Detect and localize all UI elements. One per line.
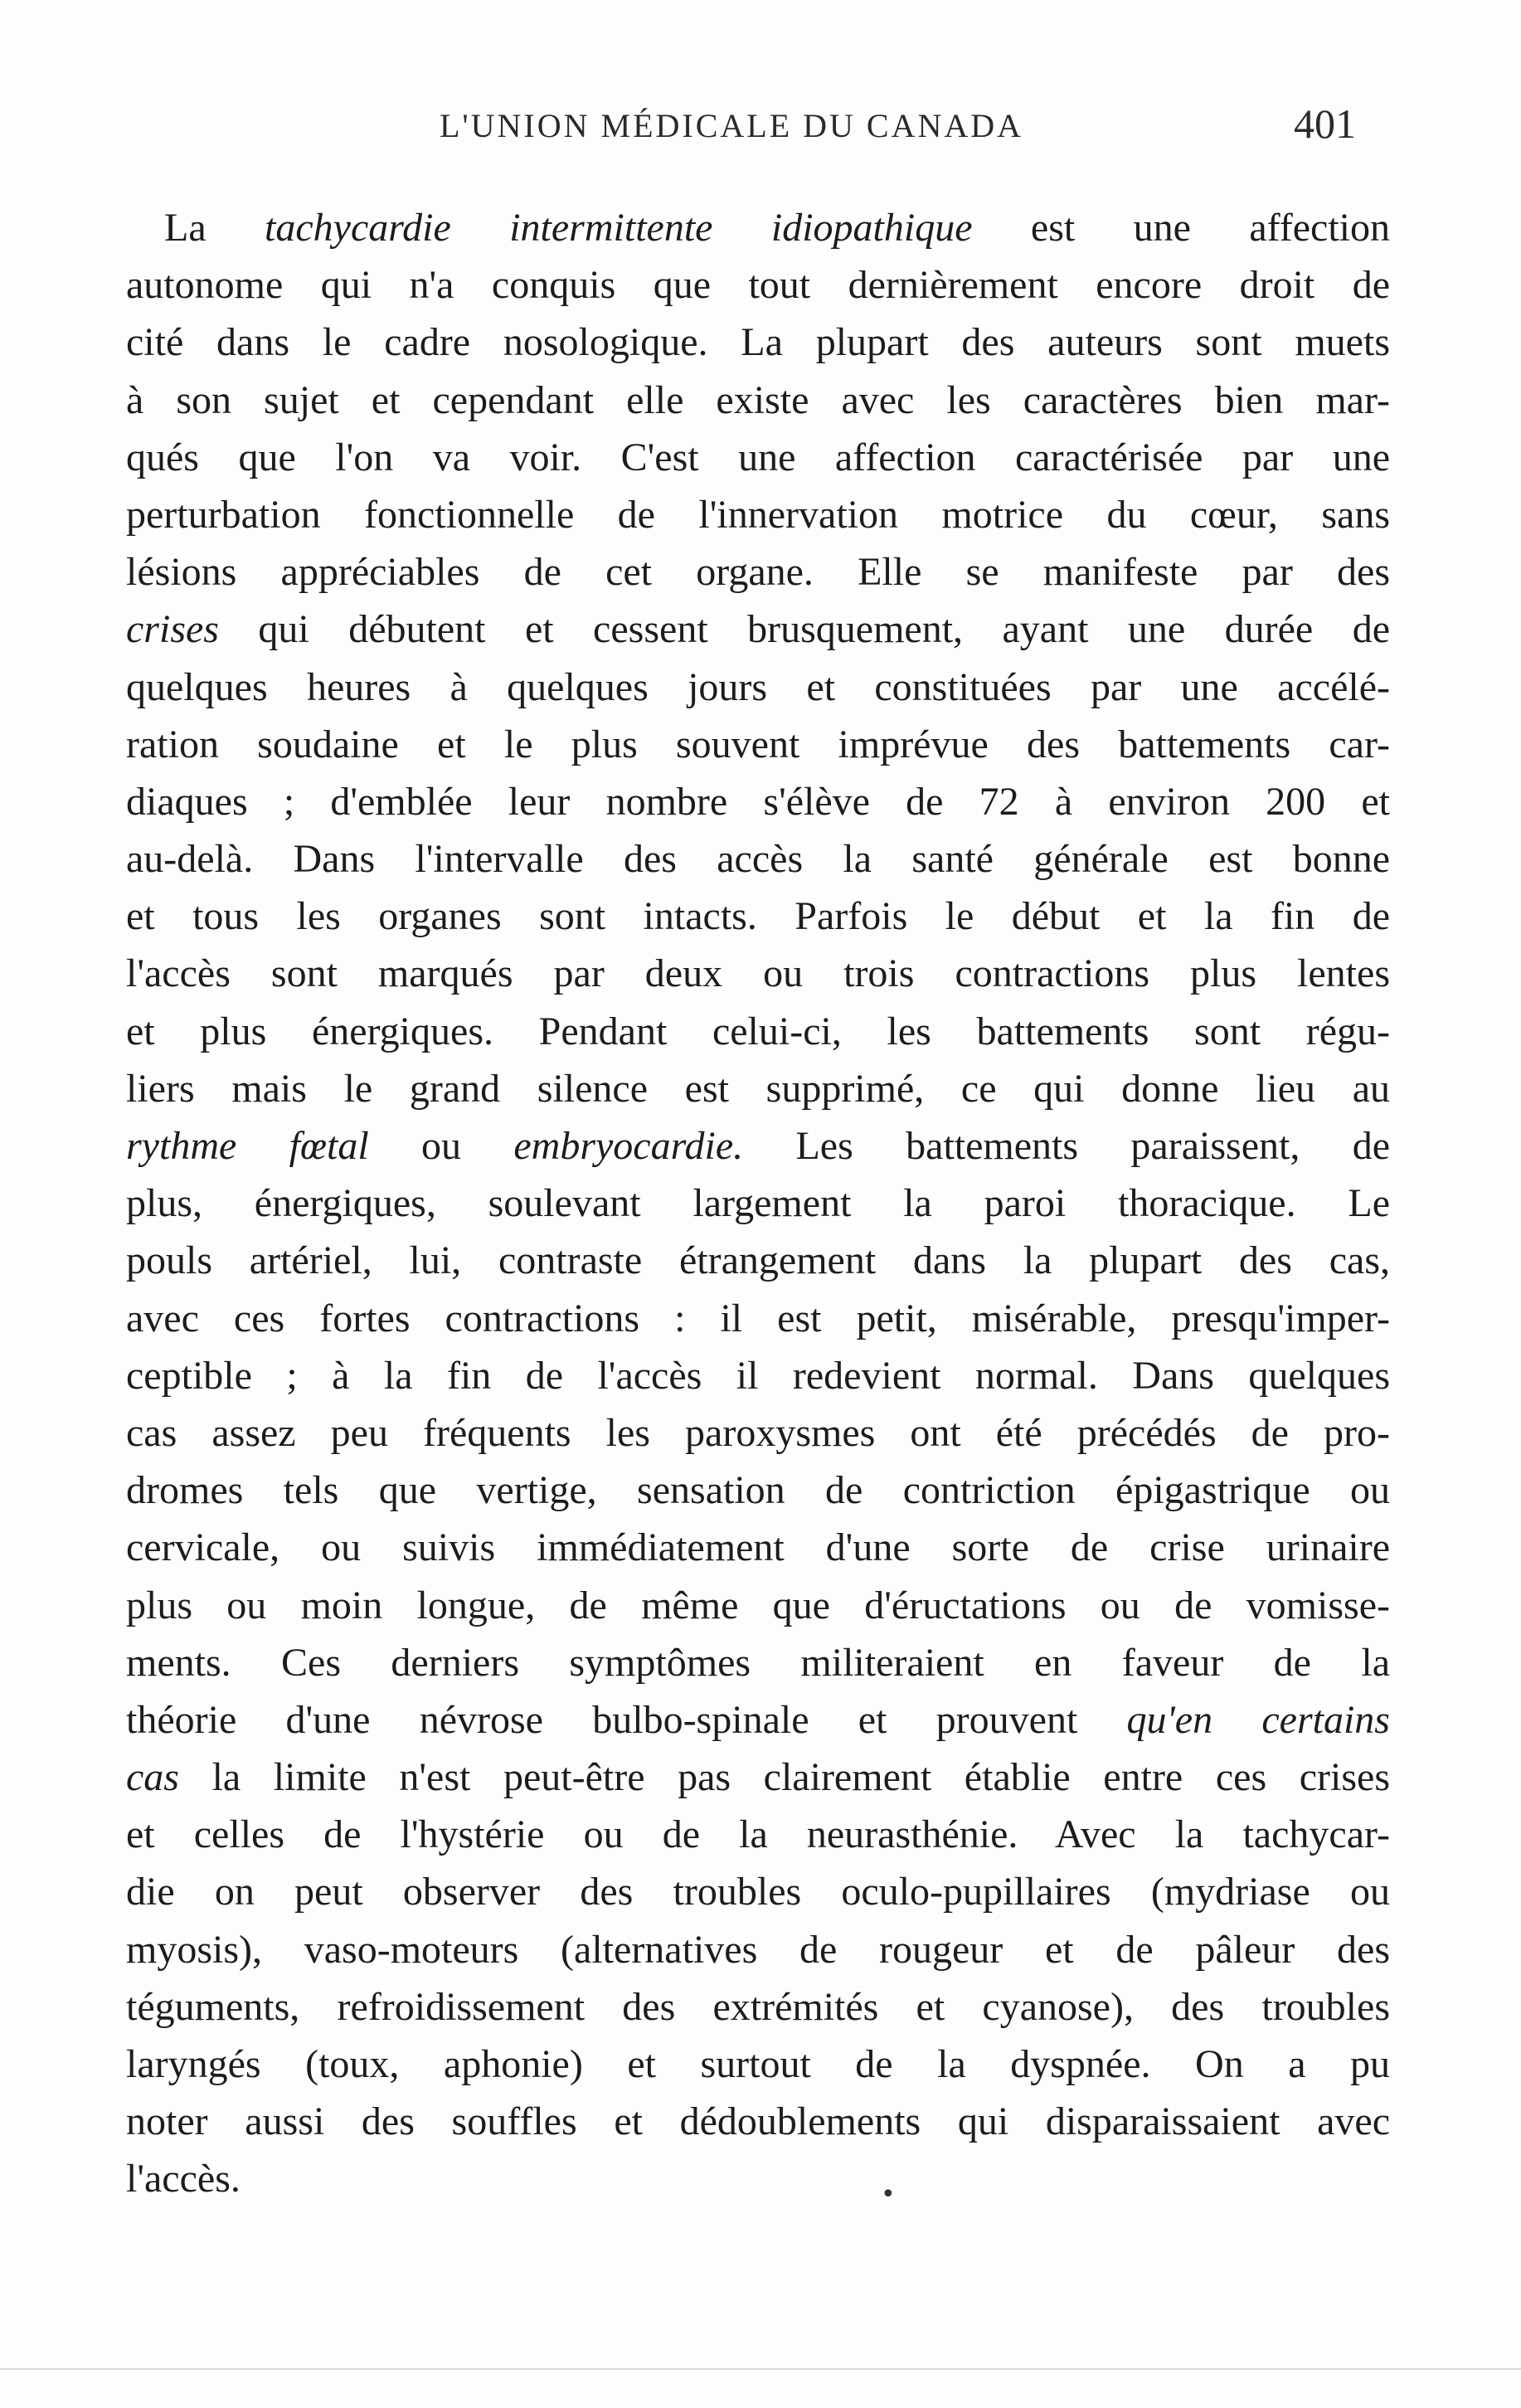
text-line — [126, 314, 1390, 371]
running-title: L'UNION MÉDICALE DU CANADA — [440, 107, 1024, 144]
text-line — [126, 1634, 1390, 1691]
text-run: cas assez peu fréquents les paroxysmes ont été précédés de pro- — [126, 1410, 1390, 1455]
text-run: die on peut observer des troubles oculo-pupillaires (mydriase ou — [126, 1870, 1390, 1914]
text-run: lésions appréciables de cet organe. Elle se manifeste par des — [126, 550, 1390, 595]
text-line — [126, 888, 1390, 945]
italic-term: qu'en certains — [1126, 1697, 1390, 1742]
text-line — [126, 199, 1390, 256]
text-line — [126, 1003, 1390, 1060]
text-line — [126, 1347, 1390, 1404]
text-run: Les battements paraissent, de — [743, 1124, 1390, 1168]
text-run: qui débutent et cessent brusquement, ayant une durée de — [218, 607, 1390, 652]
text-line — [126, 1806, 1390, 1863]
text-line — [126, 1232, 1390, 1289]
text-line — [126, 1691, 1390, 1749]
text-line — [126, 1060, 1390, 1117]
text-run: dromes tels que vertige, sensation de contriction épigastrique ou — [126, 1468, 1390, 1513]
text-line — [126, 945, 1390, 1002]
text-run: et tous les organes sont intacts. Parfois le début et la fin de — [126, 894, 1390, 939]
text-line — [126, 773, 1390, 830]
text-run: myosis), vaso-moteurs (alternatives de rougeur et de pâleur des — [126, 1927, 1390, 1972]
italic-term: tachycardie intermittente idiopathique — [265, 206, 973, 250]
text-run: l'accès. — [126, 2157, 241, 2201]
text-run: autonome qui n'a conquis que tout dernièrement encore droit de — [126, 263, 1390, 308]
italic-term: cas — [126, 1755, 179, 1800]
text-run: plus, énergiques, soulevant largement la paroi thoracique. Le — [126, 1181, 1390, 1226]
text-run: théorie d'une névrose bulbo-spinale et prouvent — [126, 1697, 1127, 1742]
text-run: est une affection — [972, 206, 1390, 250]
body-paragraph — [126, 199, 1390, 2208]
italic-term: crises — [126, 607, 219, 652]
text-run: qués que l'on va voir. C'est une affection caractérisée par une — [126, 435, 1390, 479]
text-line — [126, 1519, 1390, 1576]
text-line — [126, 543, 1390, 601]
text-run: liers mais le grand silence est supprimé, ce qui donne lieu au — [126, 1066, 1390, 1111]
italic-term: rythme fœtal — [126, 1124, 369, 1168]
text-line — [126, 1175, 1390, 1232]
text-run: laryngés (toux, aphonie) et surtout de la dyspnée. On a pu — [126, 2042, 1390, 2086]
text-line — [126, 1462, 1390, 1519]
text-line — [126, 830, 1390, 888]
text-run: au-delà. Dans l'intervalle des accès la santé générale est bonne — [126, 837, 1390, 882]
text-line — [126, 659, 1390, 716]
text-line — [126, 1404, 1390, 1462]
text-run: cité dans le cadre nosologique. La plupart des auteurs sont muets — [126, 320, 1390, 365]
text-line — [126, 1749, 1390, 1806]
text-line — [126, 2150, 1390, 2207]
text-run: ou — [368, 1124, 514, 1168]
text-run: ments. Ces derniers symptômes militeraient en faveur de la — [126, 1640, 1390, 1685]
text-run: ration soudaine et le plus souvent imprévue des battements car- — [126, 722, 1390, 766]
text-run: quelques heures à quelques jours et constituées par une accélé- — [126, 664, 1390, 709]
text-run: perturbation fonctionnelle de l'innervation motrice du cœur, sans — [126, 492, 1390, 537]
text-run: téguments, refroidissement des extrémités et cyanose), des troubles — [126, 1984, 1390, 2029]
text-run: ceptible ; à la fin de l'accès il redevient normal. Dans quelques — [126, 1353, 1390, 1398]
text-run: et plus énergiques. Pendant celui-ci, les battements sont régu- — [126, 1009, 1390, 1053]
text-run: cervicale, ou suivis immédiatement d'une sorte de crise urinaire — [126, 1525, 1390, 1570]
text-run: la limite n'est peut-être pas clairement établie entre ces crises — [178, 1755, 1390, 1800]
page-number: 401 — [1294, 100, 1356, 147]
text-line — [126, 1921, 1390, 1978]
text-line — [126, 256, 1390, 314]
text-line — [126, 429, 1390, 486]
text-run: noter aussi des souffles et dédoublements qui disparaissaient avec — [126, 2099, 1390, 2144]
text-line — [126, 1577, 1390, 1634]
print-speck: • — [881, 2180, 896, 2209]
text-line — [126, 716, 1390, 773]
italic-term: embryocardie. — [513, 1124, 744, 1168]
text-run: diaques ; d'emblée leur nombre s'élève de 72 à environ 200 et — [126, 779, 1390, 824]
text-run: plus ou moin longue, de même que d'éructations ou de vomisse- — [126, 1583, 1390, 1627]
text-line — [126, 601, 1390, 658]
text-line — [126, 1978, 1390, 2036]
text-run: à son sujet et cependant elle existe avec les caractères bien mar- — [126, 377, 1390, 422]
text-run: l'accès sont marqués par deux ou trois contractions plus lentes — [126, 951, 1390, 996]
text-run: et celles de l'hystérie ou de la neurasthénie. Avec la tachycar- — [126, 1812, 1390, 1857]
text-line — [126, 372, 1390, 429]
text-line — [126, 2093, 1390, 2150]
page-bottom-edge — [0, 2368, 1521, 2370]
text-line — [126, 1290, 1390, 1347]
text-run: La — [164, 206, 265, 250]
text-line — [126, 2036, 1390, 2093]
text-run: avec ces fortes contractions : il est petit, misérable, presqu'imper- — [126, 1296, 1390, 1340]
text-line — [126, 486, 1390, 543]
text-run: pouls artériel, lui, contraste étrangement dans la plupart des cas, — [126, 1238, 1390, 1283]
text-line — [126, 1117, 1390, 1175]
text-line — [126, 1863, 1390, 1920]
